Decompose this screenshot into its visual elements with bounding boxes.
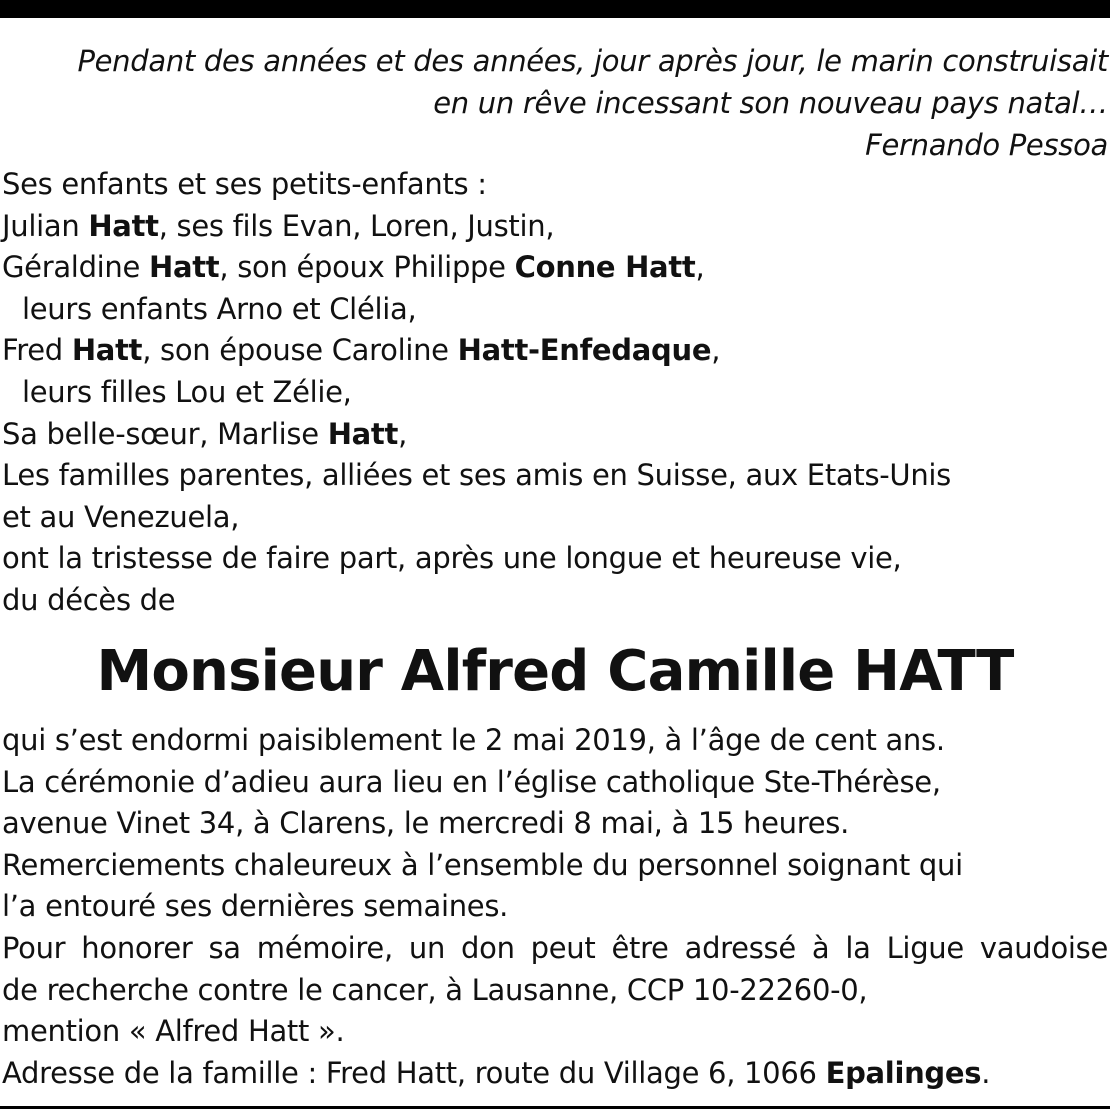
member-details: Sa belle-sœur, Marlise [2, 416, 328, 451]
member-details: , son époux Philippe [219, 250, 515, 285]
family-list [2, 164, 1108, 622]
first-name: Géraldine [2, 250, 149, 285]
spouse-surname: Hatt-Enfedaque [457, 333, 712, 368]
punctuation: , [711, 333, 721, 368]
surname: Hatt [71, 333, 143, 368]
punctuation: , [398, 416, 407, 451]
family-children-geraldine: leurs enfants Arno et Clélia, [22, 291, 417, 326]
surname: Hatt [148, 250, 220, 285]
family-member-julian [2, 206, 1108, 248]
punctuation: . [981, 1055, 991, 1090]
address-text: Adresse de la famille : Fred Hatt, route du Village 6, 1066 [2, 1055, 826, 1090]
deceased-name: Monsieur Alfred Camille HATT [96, 639, 1014, 704]
details-line-8: mention « Alfred Hatt ». [2, 1014, 345, 1049]
details-line-4: Remerciements chaleureux à l’ensemble du personnel soignant qui [2, 847, 963, 882]
epigraph-author: Fernando Pessoa [865, 128, 1108, 162]
details-line-1: qui s’est endormi paisiblement le 2 mai 2019, à l’âge de cent ans. [2, 723, 945, 757]
first-name: Julian [2, 208, 89, 243]
spouse-surname: Conne Hatt [514, 250, 696, 285]
announcement-line-2: du décès de [2, 582, 176, 617]
relatives-line-1: Les familles parentes, alliées et ses amis en Suisse, aux Etats-Unis [2, 458, 951, 493]
epigraph [8, 40, 1108, 166]
family-member-geraldine [2, 247, 1108, 289]
family-intro: Ses enfants et ses petits-enfants : [2, 167, 487, 201]
family-member-fred [2, 330, 1108, 372]
member-details: , ses fils Evan, Loren, Justin, [158, 208, 555, 243]
details-line-3: avenue Vinet 34, à Clarens, le mercredi 8 mai, à 15 heures. [2, 806, 850, 841]
family-address [2, 1053, 1108, 1095]
top-rule [0, 0, 1110, 18]
address-city: Epalinges [825, 1055, 982, 1090]
announcement-line-1: ont la tristesse de faire part, après une longue et heureuse vie, [2, 541, 902, 576]
epigraph-line-1: Pendant des années et des années, jour après jour, le marin construisait [77, 44, 1108, 78]
details-line-7: de recherche contre le cancer, à Lausanne, CCP 10-22260-0, [2, 972, 868, 1007]
family-children-fred: leurs filles Lou et Zélie, [22, 374, 352, 409]
family-member-marlise [2, 414, 1108, 456]
bottom-rule [0, 1106, 1110, 1109]
punctuation: , [695, 250, 705, 285]
obituary-details [2, 720, 1108, 1094]
details-line-2: La cérémonie d’adieu aura lieu en l’église catholique Ste-Thérèse, [2, 764, 941, 799]
details-line-6: Pour honorer sa mémoire, un don peut être adressé à la Ligue vaudoise [2, 930, 1108, 965]
member-details: , son épouse Caroline [142, 333, 458, 368]
first-name: Fred [2, 333, 72, 368]
surname: Hatt [88, 208, 159, 243]
surname: Hatt [327, 416, 399, 451]
relatives-line-2: et au Venezuela, [2, 499, 240, 534]
epigraph-line-2: en un rêve incessant son nouveau pays natal… [433, 86, 1108, 120]
details-line-5: l’a entouré ses dernières semaines. [2, 889, 509, 924]
